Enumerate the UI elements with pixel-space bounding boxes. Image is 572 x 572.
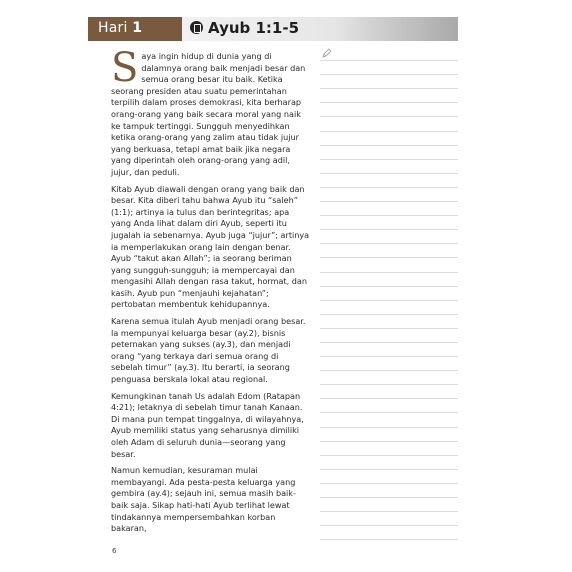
note-line [320,442,458,456]
note-line [320,470,458,484]
book-icon [190,21,203,34]
note-line [320,428,458,442]
devotional-text [111,45,311,540]
note-line [320,160,458,174]
note-line [320,343,458,357]
note-line [320,329,458,343]
note-line [320,188,458,202]
note-line [320,146,458,160]
page-number: 6 [112,547,117,555]
note-line [320,399,458,413]
day-label: Hari [98,20,128,36]
note-line [320,103,458,117]
note-line [320,484,458,498]
note-line [320,287,458,301]
note-line [320,273,458,287]
note-line [320,315,458,329]
notes-area[interactable] [320,47,458,547]
note-line [320,75,458,89]
note-line [320,202,458,216]
day-tab [88,17,182,41]
note-line [320,456,458,470]
note-line [320,174,458,188]
note-line [320,413,458,427]
note-line [320,526,458,540]
note-line [320,117,458,131]
paragraph-3: Karena semua itulah Ayub menjadi orang besar. Ia mempunyai keluarga besar (ay.2), bisnis peternakan yang sukses (ay.3), dan menjadi orang “yang terkaya dari semua orang di sebelah timur” (ay.3). Itu berarti, ia seorang penguasa berskala lokal atau regional. [111,316,306,385]
day-number: 1 [132,20,143,36]
note-line [320,385,458,399]
note-line [320,244,458,258]
note-line [320,357,458,371]
note-line [320,61,458,75]
paragraph-5: Namun kemudian, kesuraman mulai membayangi. Ada pesta-pesta keluarga yang gembira (ay.4); sejauh ini, semua masih baik-baik saja. Sikap hati-hati Ayub terlihat lewat tindakannya mempersembahkan korban bakaran, [111,465,296,534]
note-line [320,258,458,272]
note-line [320,230,458,244]
note-line [320,47,458,61]
reading-reference: Ayub 1:1-5 [208,19,300,37]
note-line [320,301,458,315]
drop-cap: S [111,45,139,91]
paragraph-1 [111,45,311,179]
note-line [320,498,458,512]
paragraph-2: Kitab Ayub diawali dengan orang yang baik dan besar. Kita diberi tahu bahwa Ayub itu “saleh” (1:1); artinya ia tulus dan berintegritas; apa yang Anda lihat dalam diri Ayub, seperti itu jugalah ia sebenarnya. Ayub juga “jujur”; artinya ia memperlakukan orang lain dengan benar. Ayub “takut akan Allah”; ia seorang beriman yang sungguh-sungguh; ia mempercayai dan mengasihi Allah dengan rasa takut, hormat, dan kasih. Ayub pun “menjauhi kejahatan”; pertobatan membentuk kehidupannya. [111,183,310,310]
note-line [320,371,458,385]
reading-title [190,19,299,37]
note-line [320,216,458,230]
paragraph-4: Kemungkinan tanah Us adalah Edom (Ratapan 4:21); letaknya di sebelah timur tanah Kanaan. Di mana pun tempat tinggalnya, di wilayahnya, Ayub memiliki status yang seharusnya dimiliki oleh Adam di seluruh dunia—seorang yang besar. [111,390,304,459]
note-line [320,132,458,146]
note-line [320,89,458,103]
day-label-wrap [98,20,142,36]
paragraph-1-text: aya ingin hidup di dunia yang di dalamnya orang baik menjadi besar dan semua orang besar itu baik. Ketika seorang presiden atau suatu pemerintahan terpilih dalam proses demokrasi, kita berharap orang-orang yang baik secara moral yang naik ke tampuk tertinggi. Sungguh menyedihkan ketika orang-orang yang zalim atau tidak jujur yang berkuasa, tetapi amat baik jika negara yang diperintah oleh orang-orang yang adil, jujur, dan peduli. [111,51,306,177]
note-line [320,512,458,526]
